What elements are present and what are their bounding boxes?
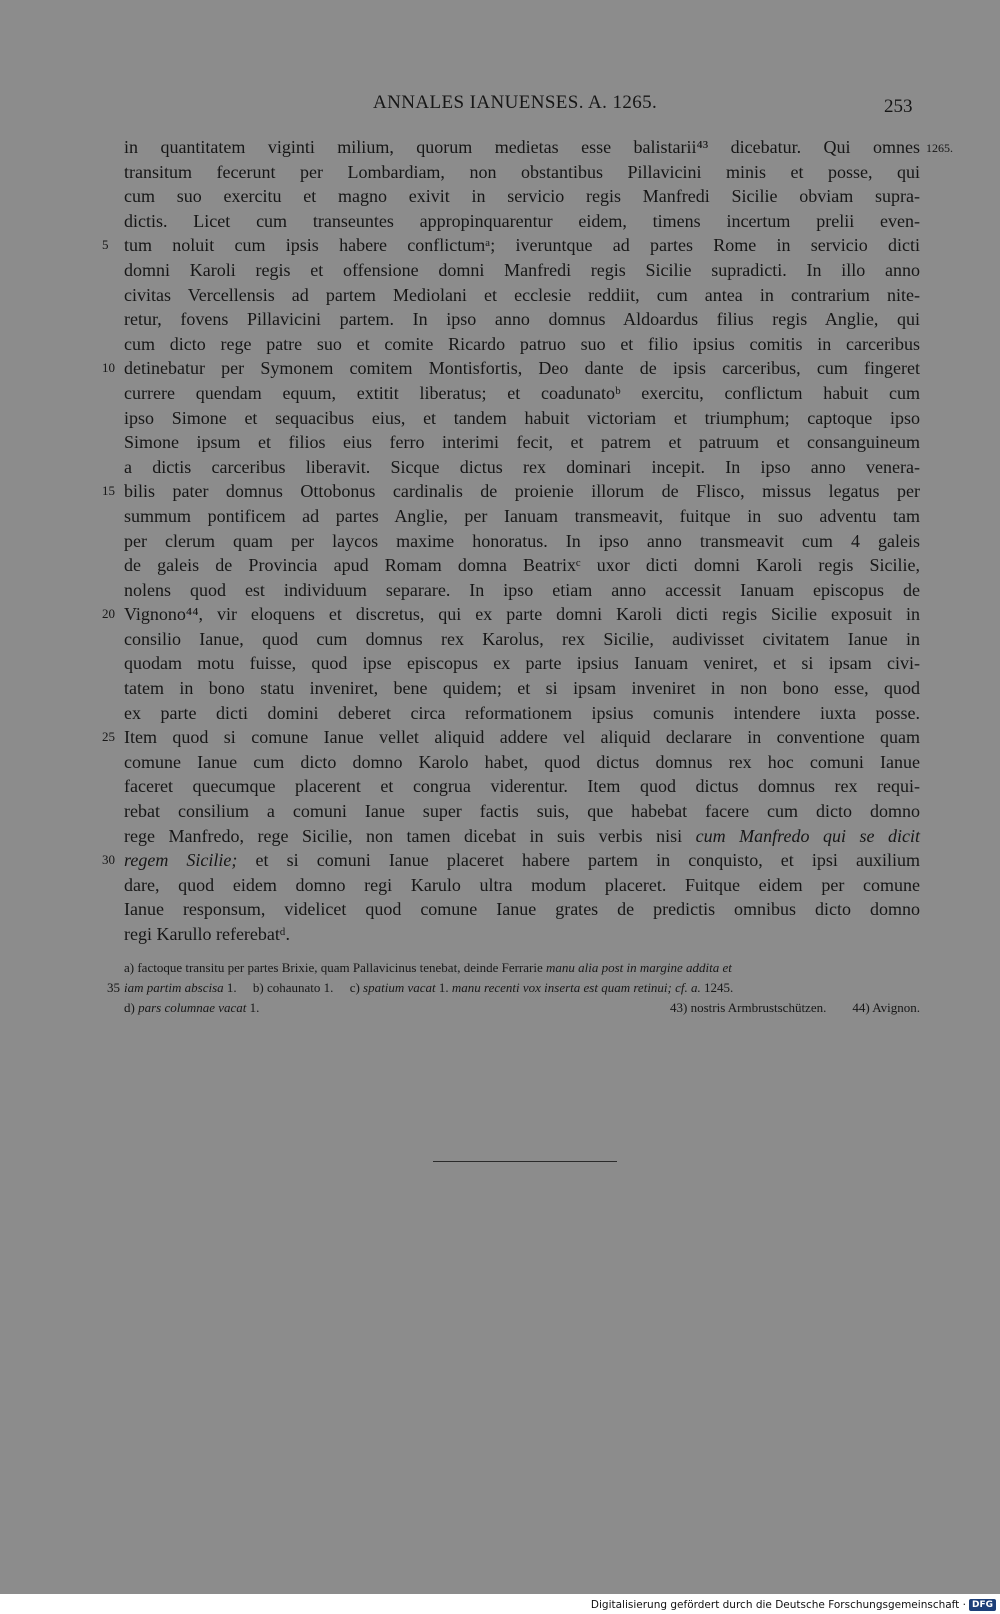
line-text: de galeis de Provincia apud Romam domna Beatrixᶜ uxor dicti domni Karoli regis Sicilie,	[124, 555, 920, 576]
credit-text: Digitalisierung gefördert durch die Deutsche Forschungsgemeinschaft ·	[590, 1599, 966, 1611]
line-text: per clerum quam per laycos maxime honoratus. In ipso anno transmeavit cum 4 galeis	[124, 530, 920, 551]
text-line	[124, 430, 920, 455]
text-line	[124, 406, 920, 431]
text-line	[102, 602, 920, 627]
digitization-credit	[591, 1597, 996, 1613]
text-line	[102, 233, 920, 258]
text-line	[124, 184, 920, 209]
footnote-b: b) cohaunato 1.	[252, 980, 334, 995]
text-line	[124, 283, 920, 308]
text-line	[124, 504, 920, 529]
text-line	[102, 725, 920, 750]
footnote-d-source: 1.	[249, 1000, 260, 1015]
text-line	[124, 627, 920, 652]
footnote-a-source: 1.	[226, 980, 237, 995]
footnote-c-source: 1.	[438, 980, 449, 995]
main-text-block	[102, 135, 953, 947]
text-line	[124, 258, 920, 283]
line-text: rege Manfredo, rege Sicilie, non tamen dicebat in suis verbis nisi	[124, 825, 683, 846]
line-text: et si comuni Ianue placeret habere partem in conquisto, et ipsi auxilium	[255, 850, 921, 871]
line-text: currere quendam equum, extitit liberatus; et coadunatoᵇ exercitu, conflictum habuit cum	[124, 382, 920, 403]
line-text: tatem in bono statu inveniret, bene quidem; et si ipsam inveniret in non bono esse, quod	[124, 678, 920, 699]
line-text: nolens quod est individuum separare. In ipso etiam anno accessit Ianuam episcopus de	[124, 579, 920, 600]
footnote-43: 43) nostris Armbrustschützen.	[670, 1000, 827, 1015]
line-text: consilio Ianue, quod cum domnus rex Karolus, rex Sicilie, audivisset civitatem Ianue in	[124, 628, 920, 649]
line-number: 15	[102, 483, 115, 499]
footnote-43-44	[670, 998, 920, 1018]
line-text: tum noluit cum ipsis habere conflictumᵃ; iveruntque ad partes Rome in servicio dicti	[124, 235, 920, 256]
text-line	[102, 356, 920, 381]
text-line	[124, 135, 953, 160]
line-number: 20	[102, 606, 115, 622]
line-text: dare, quod eidem domno regi Karulo ultra modum placeret. Fuitque eidem per comune	[124, 874, 920, 895]
line-text: retur, fovens Pillavicini partem. In ipso anno domnus Aldoardus filius regis Anglie, qui	[124, 309, 920, 330]
text-line	[124, 701, 920, 726]
line-text: Vignono⁴⁴, vir eloquens et discretus, qui ex parte domni Karoli dicti regis Sicilie exposuit in	[124, 604, 920, 625]
line-text: domni Karoli regis et offensione domni Manfredi regis Sicilie supradicti. In illo anno	[124, 259, 920, 280]
line-text: in quantitatem viginti milium, quorum medietas esse balistarii⁴³ dicebatur. Qui omnes	[124, 137, 920, 157]
line-text: cum suo exercitu et magno exivit in servicio regis Manfredi Sicilie obviam supra-	[124, 186, 920, 207]
text-line	[124, 553, 920, 578]
text-line	[124, 307, 920, 332]
line-text: Item quod si comune Ianue vellet aliquid addere vel aliquid declarare in conventione quam	[124, 727, 920, 748]
text-line	[124, 651, 920, 676]
line-number: 5	[102, 237, 109, 253]
line-text: bilis pater domnus Ottobonus cardinalis de proienie illorum de Flisco, missus legatus per	[124, 481, 920, 502]
line-text: civitas Vercellensis ad partem Mediolani et ecclesie reddiit, cum antea in contrarium nite-	[124, 284, 920, 305]
line-number: 30	[102, 852, 115, 868]
text-line	[124, 209, 920, 234]
text-line	[124, 676, 920, 701]
line-number: 35	[107, 980, 120, 995]
section-separator	[433, 1161, 617, 1162]
margin-year: 1265.	[926, 141, 953, 155]
page-number: 253	[884, 96, 913, 117]
footnote-44: 44) Avignon.	[852, 1000, 920, 1015]
text-line	[124, 799, 920, 824]
footnote-line	[107, 978, 920, 998]
footnote-a-tail: iam partim abscisa	[124, 980, 224, 995]
line-text: detinebatur per Symonem comitem Montisfortis, Deo dante de ipsis carceribus, cum fingeret	[124, 358, 920, 379]
footnote-c-italic: spatium vacat	[363, 980, 436, 995]
text-line	[124, 578, 920, 603]
text-line	[124, 160, 920, 185]
line-text: cum dicto rege patre suo et comite Ricardo patruo suo et filio ipsius comitis in carceribus	[124, 333, 920, 354]
text-line	[124, 922, 920, 947]
text-line	[124, 332, 920, 357]
running-head: ANNALES IANUENSES. A. 1265.	[373, 92, 658, 113]
line-text: regi Karullo referebatᵈ.	[124, 924, 291, 944]
line-text: comune Ianue cum dicto domno Karolo habet, quod dictus domnus rex hoc comuni Ianue	[124, 751, 920, 772]
page-header	[0, 92, 1000, 118]
line-text: faceret quecumque placerent et congrua viderentur. Item quod dictus domnus rex requi-	[124, 776, 920, 797]
text-line	[124, 750, 920, 775]
footnote-d-label: d)	[124, 1000, 135, 1015]
text-line	[124, 455, 920, 480]
dfg-logo: DFG	[969, 1599, 996, 1611]
footnote-c-italic-2: manu recenti vox inserta est quam retinui; cf. a.	[451, 980, 701, 995]
footnote-a-italic: manu alia post in margine addita et	[545, 960, 732, 975]
line-text: dictis. Licet cum transeuntes appropinquarentur eidem, timens incertum prelii even-	[124, 210, 920, 231]
line-text: ex parte dicti domini deberet circa reformationem ipsius comunis intendere iuxta posse.	[124, 702, 920, 723]
footnotes	[107, 958, 920, 1018]
text-line	[124, 873, 920, 898]
footnote-a: a) factoque transitu per partes Brixie, quam Pallavicinus tenebat, deinde Ferrarie	[124, 960, 543, 975]
footnote-line	[124, 958, 920, 978]
footnote-c-label: c)	[349, 980, 360, 995]
line-text: a dictis carceribus liberavit. Sicque dictus rex dominari incepit. In ipso anno venera-	[124, 456, 920, 477]
footnote-line	[124, 998, 920, 1018]
italic-text: cum Manfredo qui se dicit	[695, 825, 921, 846]
line-text: summum pontificem ad partes Anglie, per Ianuam transmeavit, fuitque in suo adventu tam	[124, 505, 920, 526]
footnote-d-italic: pars columnae vacat	[138, 1000, 247, 1015]
line-number: 25	[102, 729, 115, 745]
line-text: Simone ipsum et filios eius ferro interimi fecit, et patrem et patruum et consanguineum	[124, 432, 920, 453]
text-line	[124, 774, 920, 799]
text-line	[124, 897, 920, 922]
text-line	[124, 381, 920, 406]
line-text: ipso Simone et sequacibus eius, et tandem habuit victoriam et triumphum; captoque ipso	[124, 407, 920, 428]
line-text: Ianue responsum, videlicet quod comune Ianue grates de predictis omnibus dicto domno	[124, 899, 920, 920]
text-line	[102, 479, 920, 504]
line-text: rebat consilium a comuni Ianue super factis suis, que habebat facere cum dicto domno	[124, 801, 920, 822]
text-line	[124, 529, 920, 554]
text-line	[102, 848, 921, 873]
line-text: transitum fecerunt per Lombardiam, non obstantibus Pillavicini minis et posse, qui	[124, 161, 920, 182]
line-text: quodam motu fuisse, quod ipse episcopus ex parte ipsius Ianuam veniret, et si ipsam civi-	[124, 653, 920, 674]
italic-text: regem Sicilie;	[124, 850, 238, 871]
footnote-c-year: 1245.	[704, 980, 734, 995]
text-line	[124, 824, 920, 849]
line-number: 10	[102, 360, 115, 376]
